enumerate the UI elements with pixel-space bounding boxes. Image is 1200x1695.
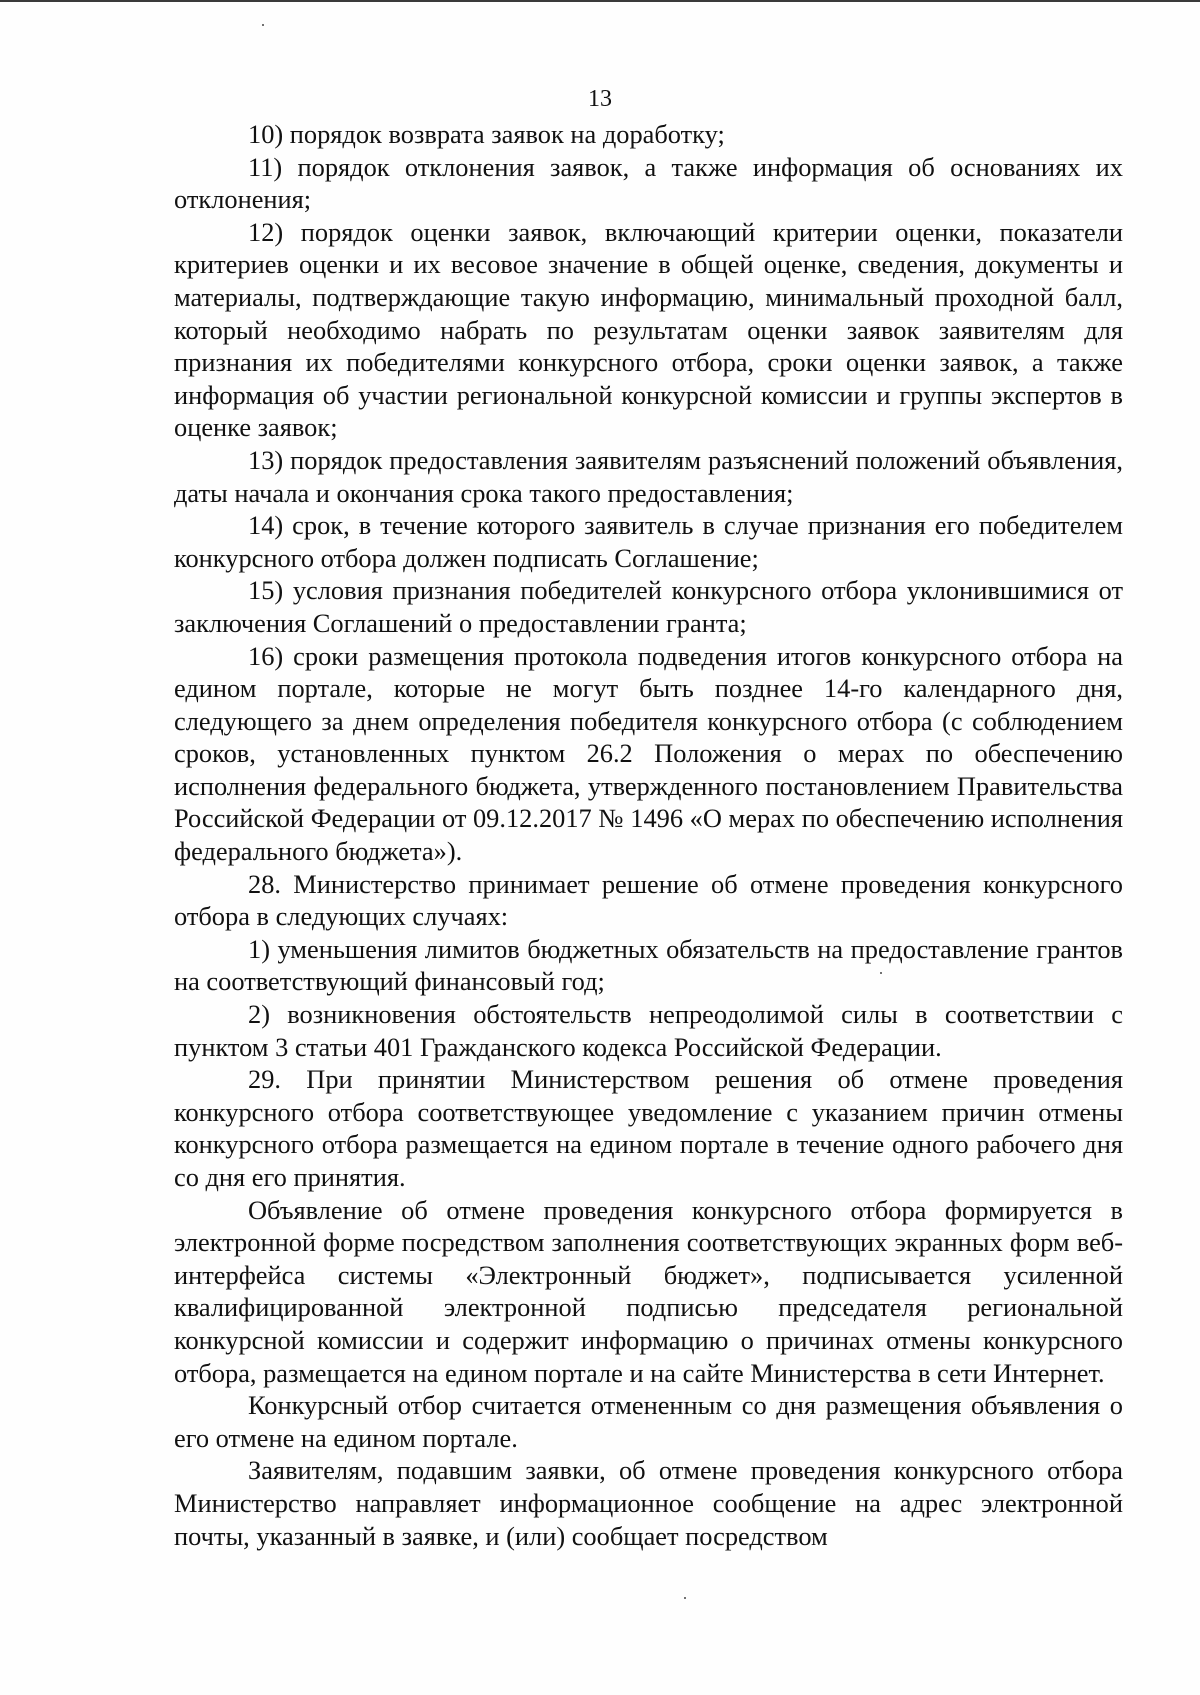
paragraph-item-13: 13) порядок предоставления заявителям разъяснений положений объявления, даты начала и окончания срока такого предоставления; — [174, 444, 1123, 508]
paragraph-applicant-notification: Заявителям, подавшим заявки, об отмене проведения конкурсного отбора Министерство направляет информационное сообщение на адрес электронной почты, указанный в заявке, и (или) сообщает посредством — [174, 1455, 1123, 1551]
document-body — [174, 118, 1123, 1552]
scan-speck — [880, 972, 882, 974]
paragraph-item-10: 10) порядок возврата заявок на доработку; — [248, 119, 725, 149]
paragraph-item-15: 15) условия признания победителей конкурсного отбора уклонившимися от заключения Соглашений о предоставлении гранта; — [174, 575, 1123, 638]
paragraph-item-14: 14) срок, в течение которого заявитель в случае признания его победителем конкурсного отбора должен подписать Соглашение; — [174, 510, 1123, 573]
page-number: 13 — [588, 86, 612, 112]
paragraph-clause-28-item-2: 2) возникновения обстоятельств непреодолимой силы в соответствии с пунктом 3 статьи 401 Гражданского кодекса Российской Федерации. — [174, 999, 1123, 1062]
paragraph-clause-28-item-1: 1) уменьшения лимитов бюджетных обязательств на предоставление грантов на соответствующий финансовый год; — [174, 933, 1123, 997]
paragraph-cancellation-effective: Конкурсный отбор считается отмененным со дня размещения объявления о его отмене на едином портале. — [174, 1390, 1123, 1453]
paragraph-clause-29: 29. При принятии Министерством решения об отмене проведения конкурсного отбора соответствующее уведомление с указанием причин отмены конкурсного отбора размещается на едином портале в течение одного рабочего дня со дня его принятия. — [174, 1064, 1123, 1192]
paragraph-item-12: 12) порядок оценки заявок, включающий критерии оценки, показатели критериев оценки и их весовое значение в общей оценке, сведения, документы и материалы, подтверждающие такую информацию, минимальный проходной балл, который необходимо набрать по результатам оценки заявок заявителям для признания их победителями конкурсного отбора, сроки оценки заявок, а также информация об участии региональной конкурсной комиссии и группы экспертов в оценке заявок; — [174, 216, 1123, 443]
paragraph-clause-28: 28. Министерство принимает решение об отмене проведения конкурсного отбора в следующих случаях: — [174, 868, 1123, 932]
scan-speck — [262, 24, 264, 26]
paragraph-item-16: 16) сроки размещения протокола подведения итогов конкурсного отбора на едином портале, которые не могут быть позднее 14-го календарного дня, следующего за днем определения победителя конкурсного отбора (с соблюдением сроков, установленных пунктом 26.2 Положения о мерах по обеспечению исполнения федерального бюджета, утвержденного постановлением Правительства Российской Федерации от 09.12.2017 № 1496 «О мерах по обеспечению исполнения федерального бюджета»). — [174, 640, 1123, 867]
paragraph-cancellation-notice: Объявление об отмене проведения конкурсного отбора формируется в электронной форме посредством заполнения соответствующих экранных форм веб-интерфейса системы «Электронный бюджет», подписывается усиленной квалифицированной электронной подписью председателя региональной конкурсной комиссии и содержит информацию о причинах отмены конкурсного отбора, размещается на едином портале и на сайте Министерства в сети Интернет. — [174, 1194, 1123, 1388]
scan-speck — [684, 1597, 686, 1599]
paragraph-item-11: 11) порядок отклонения заявок, а также информация об основаниях их отклонения; — [174, 151, 1123, 215]
